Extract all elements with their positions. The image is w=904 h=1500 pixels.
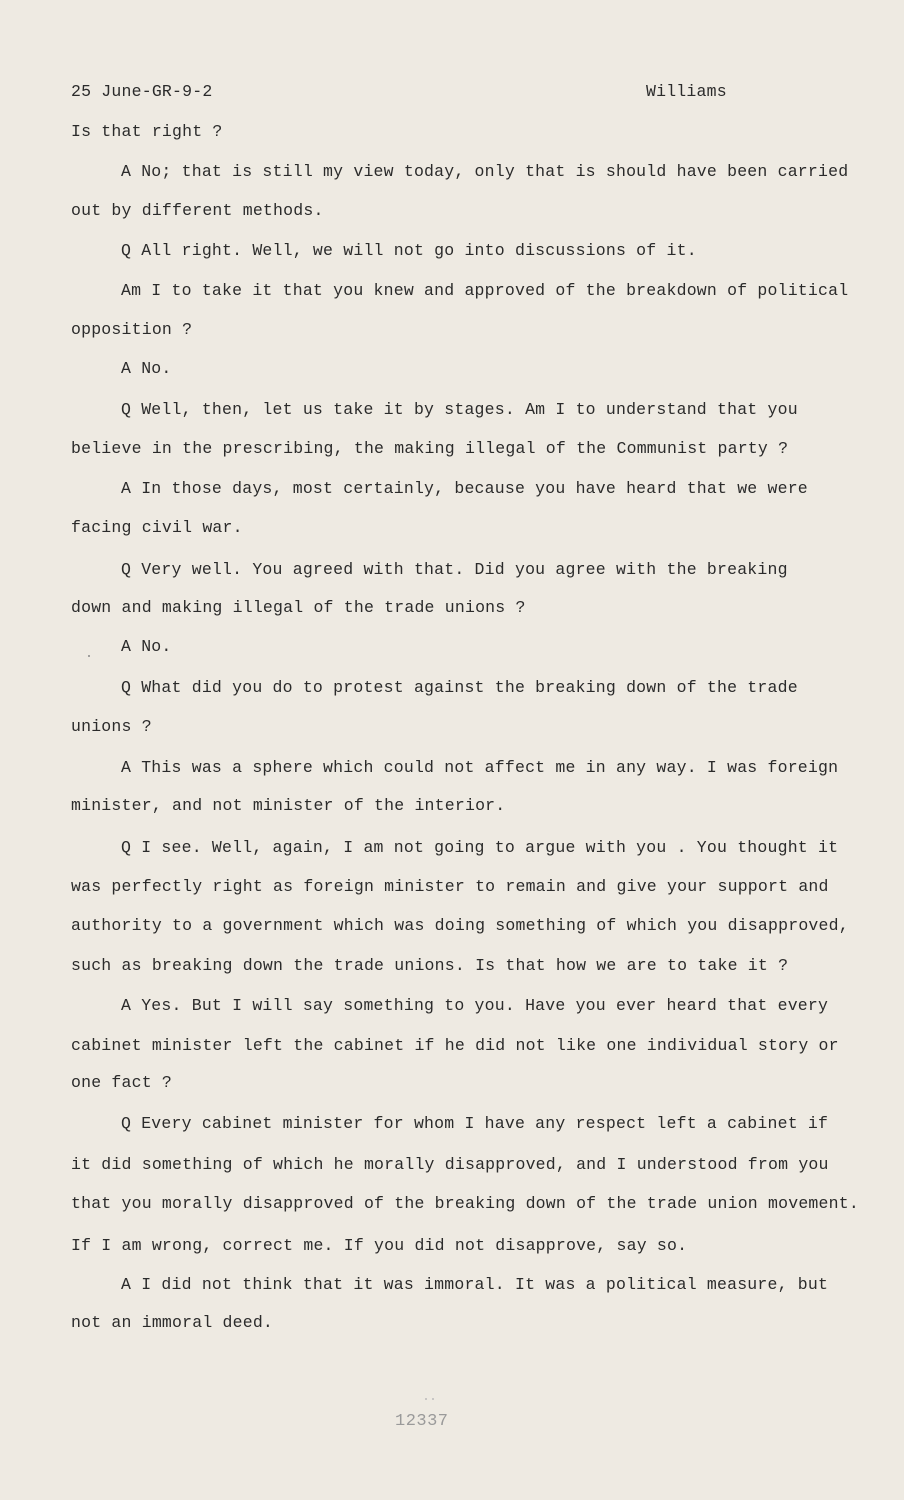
transcript-line: A Yes. But I will say something to you. Have you ever heard that every: [121, 996, 829, 1015]
transcript-line: A No; that is still my view today, only that is should have been carried: [121, 162, 849, 181]
transcript-line: opposition ?: [71, 320, 193, 339]
transcript-line: authority to a government which was doing something of which you disapproved,: [71, 916, 849, 935]
transcript-line: facing civil war.: [71, 518, 243, 537]
transcript-line: was perfectly right as foreign minister to remain and give your support and: [71, 877, 829, 896]
transcript-line: believe in the prescribing, the making illegal of the Communist party ?: [71, 439, 789, 458]
transcript-line: it did something of which he morally disapproved, and I understood from you: [71, 1155, 829, 1174]
transcript-line: A In those days, most certainly, because you have heard that we were: [121, 479, 808, 498]
transcript-line: Q Very well. You agreed with that. Did you agree with the breaking: [121, 560, 788, 579]
transcript-line: Q Every cabinet minister for whom I have any respect left a cabinet if: [121, 1114, 829, 1133]
transcript-line: Q What did you do to protest against the breaking down of the trade: [121, 678, 798, 697]
paper-speck: [88, 655, 90, 657]
paper-speck: [425, 1398, 427, 1400]
transcript-line: not an immoral deed.: [71, 1313, 274, 1332]
transcript-line: Is that right ?: [71, 122, 223, 141]
transcript-line: A No.: [121, 637, 172, 656]
transcript-line: such as breaking down the trade unions. Is that how we are to take it ?: [71, 956, 789, 975]
page-number: 12337: [395, 1412, 449, 1431]
transcript-line: one fact ?: [71, 1073, 173, 1092]
transcript-line: Q All right. Well, we will not go into discussions of it.: [121, 241, 697, 260]
transcript-line: Q Well, then, let us take it by stages. Am I to understand that you: [121, 400, 798, 419]
transcript-line: Am I to take it that you knew and approved of the breakdown of political: [121, 281, 849, 300]
transcript-line: A This was a sphere which could not affect me in any way. I was foreign: [121, 758, 839, 777]
page-reference: 25 June-GR-9-2: [71, 82, 213, 101]
transcript-line: If I am wrong, correct me. If you did not disapprove, say so.: [71, 1236, 688, 1255]
transcript-line: that you morally disapproved of the breaking down of the trade union movement.: [71, 1194, 859, 1213]
transcript-line: out by different methods.: [71, 201, 324, 220]
transcript-line: minister, and not minister of the interior.: [71, 796, 506, 815]
transcript-line: cabinet minister left the cabinet if he did not like one individual story or: [71, 1036, 839, 1055]
witness-name: Williams: [646, 82, 727, 101]
transcript-line: A No.: [121, 359, 172, 378]
transcript-line: Q I see. Well, again, I am not going to argue with you . You thought it: [121, 838, 839, 857]
transcript-line: down and making illegal of the trade unions ?: [71, 598, 526, 617]
transcript-line: A I did not think that it was immoral. It was a political measure, but: [121, 1275, 829, 1294]
transcript-line: unions ?: [71, 717, 152, 736]
paper-speck: [432, 1398, 434, 1400]
